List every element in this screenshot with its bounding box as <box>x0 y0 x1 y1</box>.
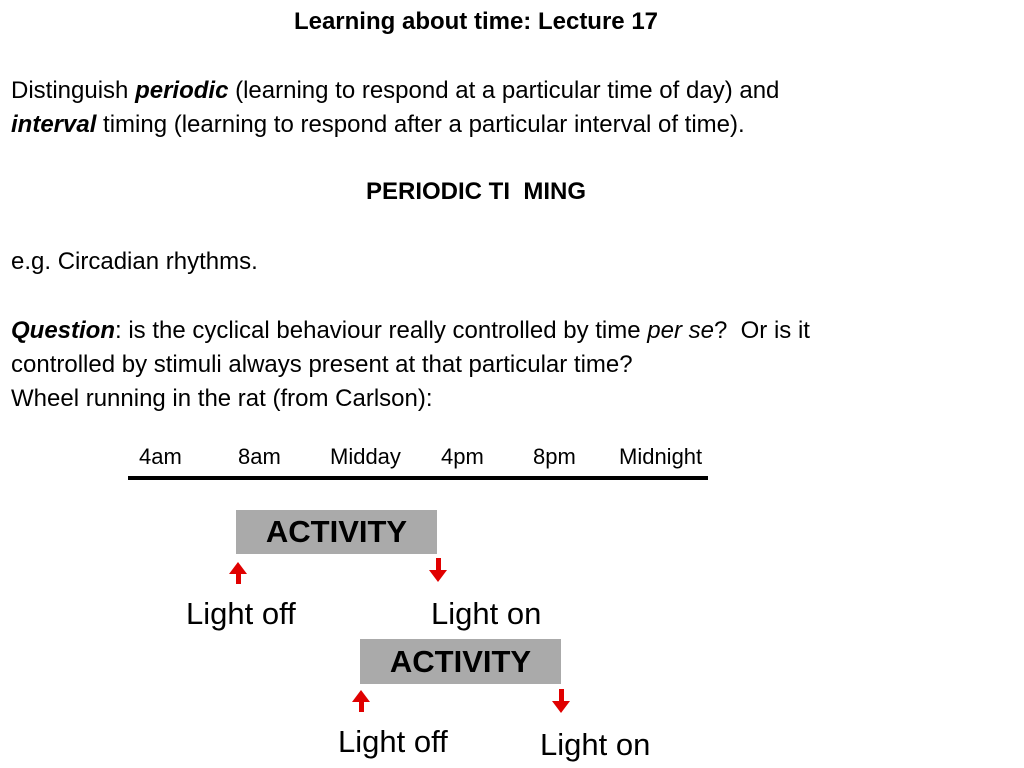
intro-line-2 <box>11 108 745 142</box>
tick-label: 4pm <box>441 444 484 469</box>
intro-text: (learning to respond at a particular time of day) and <box>228 77 780 104</box>
arrow-up-icon <box>229 562 247 574</box>
page-title: Learning about time: Lecture 17 <box>293 8 659 35</box>
intro-text: Distinguish <box>11 77 136 104</box>
activity-box-1: ACTIVITY <box>236 510 437 554</box>
question-line-2: controlled by stimuli always present at that particular time? <box>11 351 633 378</box>
tick-label: Midday <box>330 444 401 469</box>
time-axis <box>128 476 708 480</box>
activity-box-2: ACTIVITY <box>360 639 561 684</box>
light-on-label-1: Light on <box>431 596 542 631</box>
per-se-term: per se <box>647 317 714 344</box>
question-text: ? Or is it <box>713 317 810 344</box>
light-on-label-2: Light on <box>540 727 651 762</box>
light-on-arrow-2 <box>552 689 570 713</box>
arrow-down-icon <box>552 701 570 713</box>
light-off-label-1: Light off <box>186 596 296 631</box>
tick-label: 4am <box>139 444 182 469</box>
tick-label: 8pm <box>533 444 576 469</box>
tick-label: 8am <box>238 444 281 469</box>
question-line-1 <box>11 314 810 348</box>
intro-line-1 <box>11 74 779 108</box>
light-off-arrow-1 <box>229 562 247 584</box>
example-text: e.g. Circadian rhythms. <box>11 248 258 275</box>
question-label: Question <box>11 317 116 344</box>
question-text: : is the cyclical behaviour really controlled by time <box>115 317 648 344</box>
tick-label: Midnight <box>619 444 703 469</box>
arrow-up-icon <box>352 690 370 702</box>
question-line-3: Wheel running in the rat (from Carlson): <box>11 385 433 412</box>
light-on-arrow-1 <box>429 558 447 582</box>
light-off-label-2: Light off <box>338 724 448 759</box>
section-heading: PERIODIC TI MING <box>365 178 586 205</box>
light-off-arrow-2 <box>352 690 370 712</box>
arrow-down-icon <box>429 570 447 582</box>
periodic-term: periodic <box>135 77 229 104</box>
interval-term: interval <box>11 111 97 138</box>
intro-text: timing (learning to respond after a particular interval of time). <box>96 111 745 138</box>
